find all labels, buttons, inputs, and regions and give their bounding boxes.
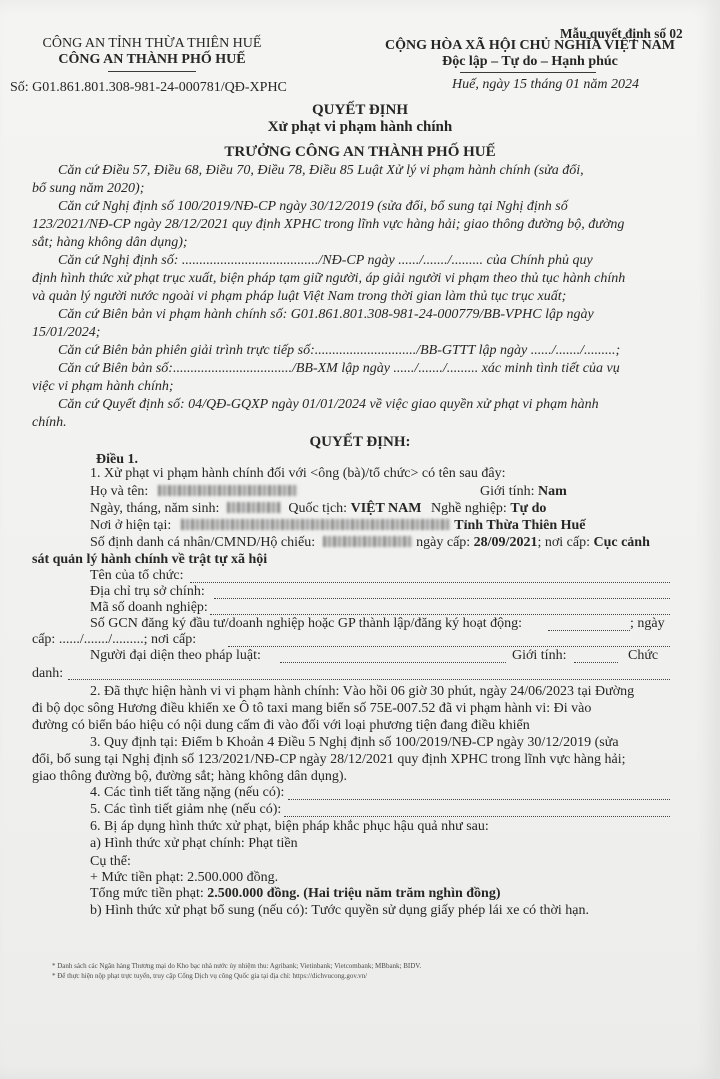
total-label: Tổng mức tiền phạt: — [90, 886, 204, 901]
article-item-1: 1. Xử phạt vi phạm hành chính đối với <ông (bà)/tổ chức> có tên sau đây: — [90, 466, 506, 481]
org-rep-title-fill — [68, 679, 670, 680]
org-cap-fill — [228, 646, 670, 647]
issue-date-label: ngày cấp: — [416, 535, 471, 550]
doc-type: QUYẾT ĐỊNH — [312, 102, 408, 118]
agency-name: CÔNG AN THÀNH PHỐ HUẾ — [58, 52, 246, 67]
basis-line: việc vi phạm hành chính; — [32, 379, 174, 394]
footnote: * Danh sách các Ngân hàng Thương mại do Kho bạc nhà nước ủy nhiệm thu: Agribank; Vietinbank; Vietcombank; MBbank; BIDV. — [52, 962, 422, 970]
doc-issuer: TRƯỞNG CÔNG AN THÀNH PHỐ HUẾ — [224, 144, 496, 160]
org-gcn-date-label: ; ngày — [630, 616, 665, 631]
issue-date-value: 28/09/2021 — [473, 535, 538, 550]
org-tax-fill — [210, 614, 670, 615]
org-rep-fill — [280, 662, 506, 663]
gender-row — [480, 484, 567, 500]
aggravating-fill — [288, 799, 670, 800]
basis-line: định hình thức xử phạt trục xuất, biện pháp tạm giữ người, áp giải người vi phạm theo thủ tục hành chính — [32, 271, 626, 286]
org-address-fill — [214, 598, 670, 599]
gender-value: Nam — [537, 484, 567, 499]
mitigating-fill — [284, 816, 670, 817]
org-rep-title-label: Chức — [628, 648, 659, 663]
org-name-fill — [190, 582, 670, 583]
basis-line: Căn cứ Biên bản phiên giải trình trực tiếp số:............................./BB-GTTT lập ngày ....../......./.........; — [58, 343, 621, 358]
org-tax-label: Mã số doanh nghiệp: — [90, 600, 208, 615]
fine-amount: + Mức tiền phạt: 2.500.000 đồng. — [90, 870, 279, 885]
basis-line: 123/2021/NĐ-CP ngày 28/12/2021 quy định XPHC trong lĩnh vực hàng hải; giao thông đường bộ, đường — [32, 217, 625, 232]
org-rep-gender-fill — [574, 662, 618, 663]
issue-date: Huế, ngày 15 tháng 01 năm 2024 — [452, 77, 640, 92]
violation-line: đường có biển báo hiệu có nội dung cấm đi vào đối với loại phương tiện đang điều khiển — [32, 718, 530, 733]
redacted-address — [181, 519, 451, 530]
dob-label: Ngày, tháng, năm sinh: — [90, 501, 220, 516]
total-value: 2.500.000 đồng. (Hai triệu năm trăm nghìn đồng) — [207, 886, 501, 901]
issue-place-value: Cục cảnh — [593, 535, 650, 550]
nationality-value: VIỆT NAM — [350, 501, 422, 516]
specific-label: Cụ thể: — [90, 854, 131, 869]
id-row — [90, 535, 650, 551]
province-value: Tỉnh Thừa Thiên Huế — [454, 518, 586, 533]
job-value: Tự do — [510, 501, 547, 516]
basis-line: và quản lý người nước ngoài vi phạm pháp luật Việt Nam trong thời gian làm thủ tục trục xuất; — [32, 289, 567, 304]
decision-heading: QUYẾT ĐỊNH: — [309, 434, 411, 450]
regulation-line: giao thông đường bộ, đường sắt; hàng không dân dụng). — [32, 769, 348, 784]
basis-line: Căn cứ Quyết định số: 04/QĐ-GQXP ngày 01/01/2024 về việc giao quyền xử phạt vi phạm hành — [58, 397, 599, 412]
additional-penalty: b) Hình thức xử phạt bổ sung (nếu có): Tước quyền sử dụng giấy phép lái xe có thời hạn. — [90, 903, 590, 918]
aggravating-label: 4. Các tình tiết tăng nặng (nếu có): — [90, 785, 285, 800]
org-rep-label: Người đại diện theo pháp luật: — [90, 648, 261, 663]
main-penalty: a) Hình thức xử phạt chính: Phạt tiền — [90, 836, 298, 851]
issue-place-continued: sát quản lý hành chính về trật tự xã hội — [32, 552, 268, 567]
doc-subject: Xử phạt vi phạm hành chính — [267, 119, 453, 135]
nation-name: CỘNG HÒA XÃ HỘI CHỦ NGHĨA VIỆT NAM — [384, 38, 675, 53]
total-row — [90, 886, 500, 902]
basis-line: Căn cứ Biên bản số:................................../BB-XM lập ngày ....../......./......... xác minh tình tiết của vụ — [58, 361, 620, 376]
basis-line: bổ sung năm 2020); — [32, 181, 145, 196]
redacted-dob — [227, 502, 281, 513]
name-label: Họ và tên: — [90, 484, 149, 499]
name-row — [90, 484, 298, 500]
basis-line: 15/01/2024; — [32, 325, 101, 340]
regulation-line: 3. Quy định tại: Điểm b Khoản 4 Điều 5 Nghị định số 100/2019/NĐ-CP ngày 30/12/2019 (sửa — [90, 735, 619, 750]
basis-line: sắt; hàng không dân dụng); — [32, 235, 188, 250]
redacted-name — [158, 485, 298, 496]
penalty-heading: 6. Bị áp dụng hình thức xử phạt, biện pháp khắc phục hậu quả như sau: — [90, 819, 489, 834]
org-gcn-label: Số GCN đăng ký đầu tư/doanh nghiệp hoặc GP thành lập/đăng ký hoạt động: — [90, 616, 523, 631]
regulation-line: đổi, bổ sung tại Nghị định số 123/2021/NĐ-CP ngày 28/12/2021 quy định XPHC trong lĩnh vực hàng hải; — [32, 752, 626, 767]
id-label: Số định danh cá nhân/CMND/Hộ chiếu: — [90, 535, 316, 550]
motto-underline — [460, 72, 596, 73]
org-cap-label: cấp: ....../......./.........; nơi cấp: — [32, 632, 197, 647]
nationality-label: Quốc tịch: — [288, 501, 348, 516]
violation-line: đi bộ dọc sông Hương điều khiển xe Ô tô taxi mang biển số 75E-007.52 đã vi phạm hành vi: Đi vào — [32, 701, 592, 716]
redacted-id — [323, 536, 413, 547]
violation-line: 2. Đã thực hiện hành vi vi phạm hành chính: Vào hồi 06 giờ 30 phút, ngày 24/06/2023 tại Đường — [90, 684, 635, 699]
basis-line: Căn cứ Nghị định số: ......................................./NĐ-CP ngày ....../......./......... của Chính phủ quy — [58, 253, 593, 268]
gender-label: Giới tính: — [480, 484, 535, 499]
basis-line: Căn cứ Điều 57, Điều 68, Điều 70, Điều 78, Điều 85 Luật Xử lý vi phạm hành chính (sửa đổi, — [58, 163, 584, 178]
dob-row — [90, 501, 546, 517]
form-number: Mẫu quyết định số 02 — [560, 26, 683, 41]
address-label: Nơi ở hiện tại: — [90, 518, 172, 533]
decision-number: Số: G01.861.801.308-981-24-000781/QĐ-XPHC — [10, 80, 287, 95]
org-rep-title-label-cont: danh: — [32, 666, 64, 681]
issue-place-label: ; nơi cấp: — [537, 535, 590, 550]
mitigating-label: 5. Các tình tiết giảm nhẹ (nếu có): — [90, 802, 282, 817]
basis-line: chính. — [32, 415, 67, 430]
address-row — [90, 518, 586, 534]
agency-parent: CÔNG AN TỈNH THỪA THIÊN HUẾ — [42, 36, 262, 51]
org-address-label: Địa chỉ trụ sở chính: — [90, 584, 205, 599]
org-name-label: Tên của tổ chức: — [90, 568, 184, 583]
basis-line: Căn cứ Biên bản vi phạm hành chính số: G01.861.801.308-981-24-000779/BB-VPHC lập ngày — [58, 307, 594, 322]
job-label: Nghề nghiệp: — [431, 501, 507, 516]
org-rep-gender-label: Giới tính: — [512, 648, 567, 663]
nation-motto: Độc lập – Tự do – Hạnh phúc — [442, 54, 618, 69]
article-heading: Điều 1. — [96, 452, 138, 467]
basis-line: Căn cứ Nghị định số 100/2019/NĐ-CP ngày 30/12/2019 (sửa đổi, bổ sung tại Nghị định số — [58, 199, 568, 214]
footnote: * Để thực hiện nộp phạt trực tuyến, truy cập Cổng Dịch vụ công Quốc gia tại địa chỉ: https://dichvucong.gov.vn/ — [52, 972, 368, 980]
agency-underline — [108, 71, 196, 72]
org-gcn-fill — [548, 630, 630, 631]
